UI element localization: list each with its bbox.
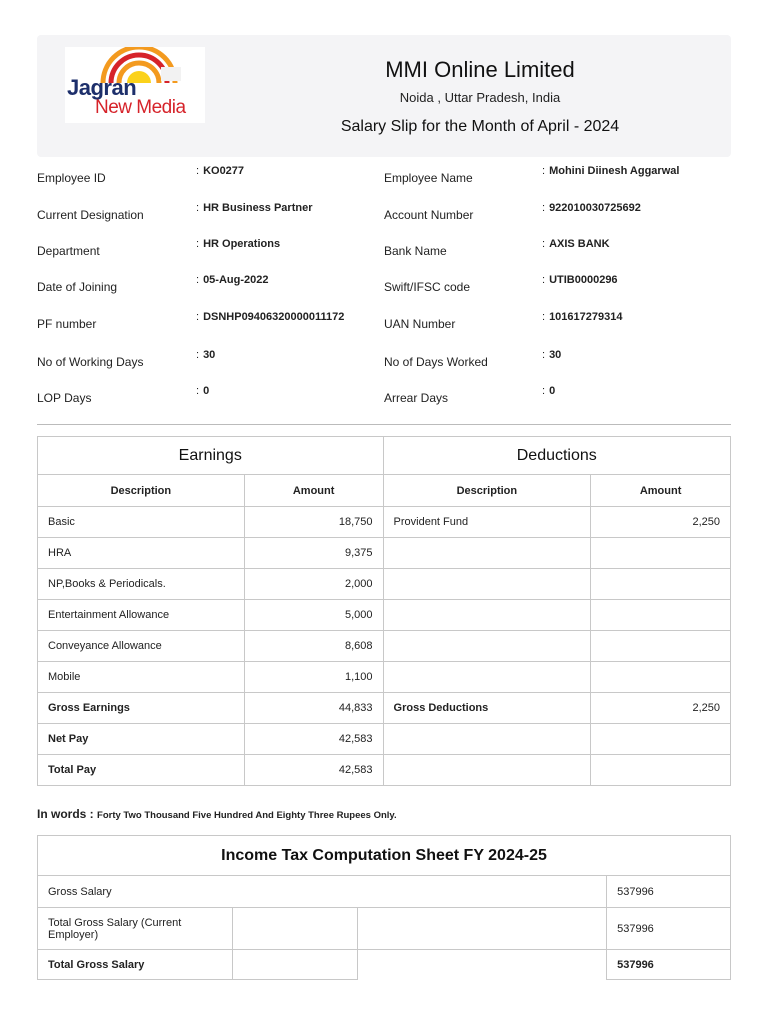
deduction-amount xyxy=(591,662,731,693)
earning-description: Basic xyxy=(38,507,245,538)
detail-label: Bank Name xyxy=(384,244,447,258)
employee-detail-row xyxy=(37,202,731,222)
detail-label: UAN Number xyxy=(384,317,456,331)
deduction-amount xyxy=(591,631,731,662)
employee-detail-row xyxy=(37,238,731,258)
detail-label: Employee ID xyxy=(37,171,106,185)
table-row xyxy=(38,631,731,662)
total-gross-value: 537996 xyxy=(607,950,731,980)
earning-description: Conveyance Allowance xyxy=(38,631,245,662)
total-gross-label: Total Gross Salary xyxy=(38,950,233,980)
amount-in-words xyxy=(37,807,397,821)
earning-description: Entertainment Allowance xyxy=(38,600,245,631)
detail-label: Account Number xyxy=(384,208,474,222)
deduction-description xyxy=(383,600,591,631)
deduction-description xyxy=(383,569,591,600)
detail-value: : 0 xyxy=(196,385,209,397)
deduction-amount xyxy=(591,724,731,755)
header-banner xyxy=(37,35,731,157)
table-row xyxy=(38,755,731,786)
detail-value: : 30 xyxy=(196,349,215,361)
tax-sheet-title: Income Tax Computation Sheet FY 2024-25 xyxy=(38,836,731,876)
deduction-amount: 2,250 xyxy=(591,693,731,724)
in-words-text: Forty Two Thousand Five Hundred And Eighty Three Rupees Only. xyxy=(97,810,397,821)
earnings-heading: Earnings xyxy=(38,437,384,475)
gross-salary-value: 537996 xyxy=(607,876,731,908)
gross-salary-label: Gross Salary xyxy=(38,876,607,908)
detail-value: : HR Operations xyxy=(196,238,280,250)
earning-description: Mobile xyxy=(38,662,245,693)
earning-description: HRA xyxy=(38,538,245,569)
earning-amount: 1,100 xyxy=(244,662,383,693)
jagran-new-media-logo xyxy=(65,47,205,123)
deduction-description: Provident Fund xyxy=(383,507,591,538)
deductions-heading: Deductions xyxy=(383,437,730,475)
section-divider xyxy=(37,424,731,425)
column-header-amount: Amount xyxy=(244,475,383,507)
deduction-description: Gross Deductions xyxy=(383,693,591,724)
deduction-amount xyxy=(591,538,731,569)
in-words-label: In words : xyxy=(37,807,94,821)
earning-amount: 18,750 xyxy=(244,507,383,538)
detail-value: : 05-Aug-2022 xyxy=(196,274,268,286)
salary-slip-title: Salary Slip for the Month of April - 2024 xyxy=(340,118,620,135)
detail-value: : 101617279314 xyxy=(542,311,622,323)
earning-amount: 8,608 xyxy=(244,631,383,662)
earning-description: NP,Books & Periodicals. xyxy=(38,569,245,600)
earning-amount: 5,000 xyxy=(244,600,383,631)
earning-description: Net Pay xyxy=(38,724,245,755)
table-row xyxy=(38,662,731,693)
logo-new-media-text: New Media xyxy=(95,97,186,118)
deduction-description xyxy=(383,724,591,755)
detail-label: Date of Joining xyxy=(37,280,118,294)
detail-label: Arrear Days xyxy=(384,391,449,405)
logo-jagran-text: Jagran xyxy=(67,75,137,100)
detail-value: : DSNHP09406320000011172 xyxy=(196,311,344,323)
table-row xyxy=(38,724,731,755)
detail-label: Current Designation xyxy=(37,208,144,222)
detail-value: : AXIS BANK xyxy=(542,238,610,250)
deduction-description xyxy=(383,662,591,693)
employee-detail-row xyxy=(37,349,731,369)
detail-value: : 30 xyxy=(542,349,561,361)
table-row xyxy=(38,569,731,600)
detail-label: No of Days Worked xyxy=(384,355,488,369)
table-row xyxy=(38,600,731,631)
deduction-amount xyxy=(591,569,731,600)
company-location: Noida , Uttar Pradesh, India xyxy=(399,90,561,105)
empty-cell xyxy=(357,950,607,980)
earning-amount: 44,833 xyxy=(244,693,383,724)
detail-label: No of Working Days xyxy=(37,355,144,369)
detail-label: Swift/IFSC code xyxy=(384,280,471,294)
earnings-deductions-table xyxy=(37,436,731,786)
detail-label: Department xyxy=(37,244,100,258)
deduction-amount xyxy=(591,755,731,786)
detail-value: : Mohini Diinesh Aggarwal xyxy=(542,165,679,177)
detail-value: : 0 xyxy=(542,385,555,397)
column-header-description: Description xyxy=(383,475,591,507)
table-row xyxy=(38,693,731,724)
employee-detail-row xyxy=(37,274,731,294)
deduction-description xyxy=(383,538,591,569)
earning-description: Total Pay xyxy=(38,755,245,786)
employee-detail-row xyxy=(37,385,731,405)
employee-detail-row xyxy=(37,165,731,185)
earning-amount: 42,583 xyxy=(244,724,383,755)
detail-label: Employee Name xyxy=(384,171,473,185)
employee-detail-row xyxy=(37,311,731,331)
deduction-description xyxy=(383,631,591,662)
detail-value: : KO0277 xyxy=(196,165,244,177)
earning-amount: 2,000 xyxy=(244,569,383,600)
earning-amount: 42,583 xyxy=(244,755,383,786)
detail-label: LOP Days xyxy=(37,391,92,405)
column-header-description: Description xyxy=(38,475,245,507)
total-gross-current-label: Total Gross Salary (Current Employer) xyxy=(38,908,233,950)
detail-value: : HR Business Partner xyxy=(196,202,313,214)
deduction-description xyxy=(383,755,591,786)
total-gross-current-value: 537996 xyxy=(607,908,731,950)
detail-label: PF number xyxy=(37,317,97,331)
deduction-amount: 2,250 xyxy=(591,507,731,538)
earning-description: Gross Earnings xyxy=(38,693,245,724)
detail-value: : UTIB0000296 xyxy=(542,274,618,286)
income-tax-table xyxy=(37,835,731,980)
deduction-amount xyxy=(591,600,731,631)
company-name: MMI Online Limited xyxy=(385,57,575,82)
earning-amount: 9,375 xyxy=(244,538,383,569)
empty-cell xyxy=(357,908,607,950)
detail-value: : 922010030725692 xyxy=(542,202,641,214)
empty-cell xyxy=(232,950,357,980)
table-row xyxy=(38,507,731,538)
column-header-amount: Amount xyxy=(591,475,731,507)
table-row xyxy=(38,538,731,569)
empty-cell xyxy=(232,908,357,950)
